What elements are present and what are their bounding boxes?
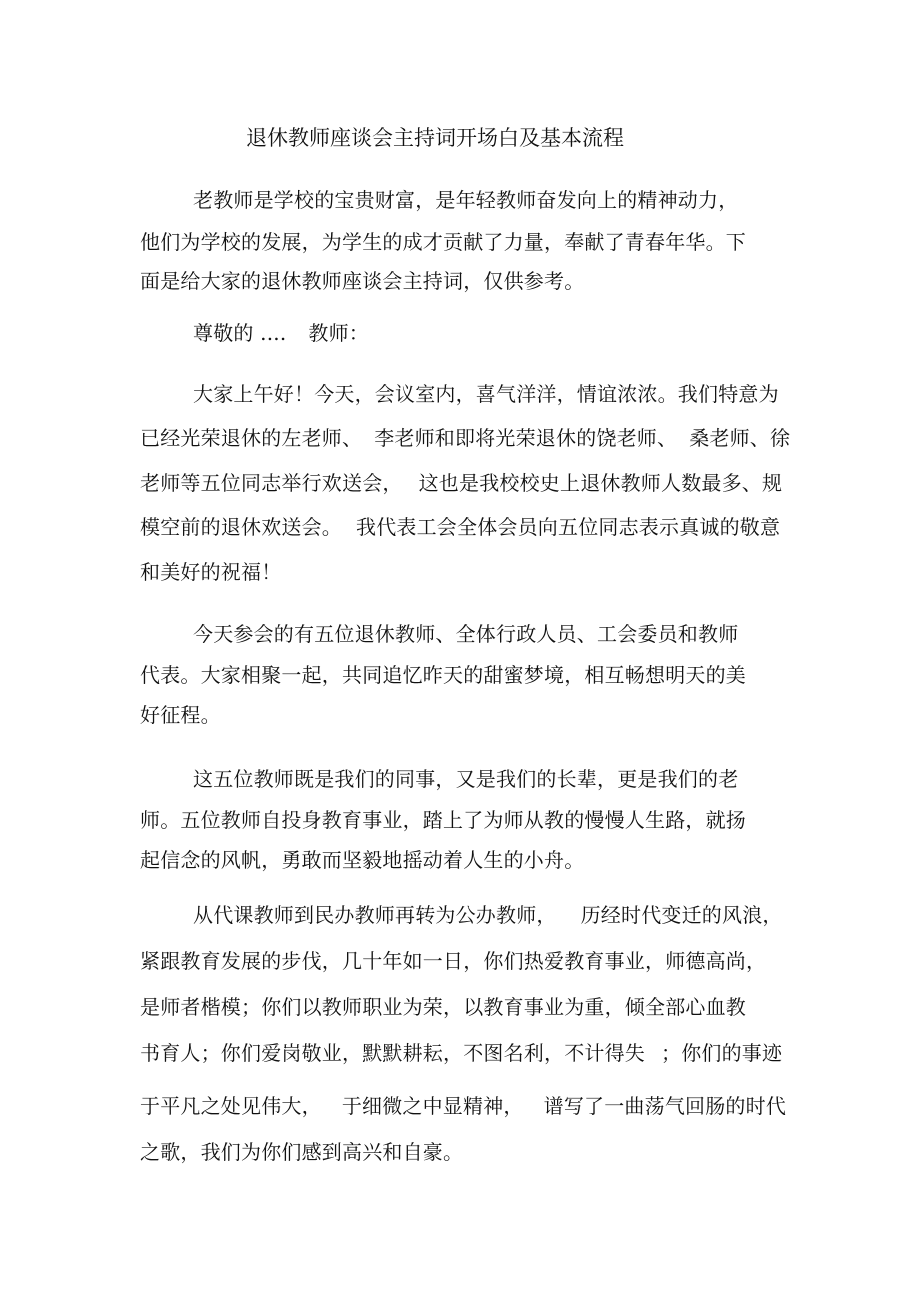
paragraph-1-line-3 [140, 470, 782, 496]
paragraph-1-line-5: 和美好的祝福！ [140, 560, 282, 584]
paragraph-2-line-3: 好征程。 [140, 703, 221, 727]
paragraph-4-line-5c: 谱写了一曲荡气回肠的时代 [543, 1094, 787, 1118]
paragraph-3-line-1: 这五位教师既是我们的同事，又是我们的长辈，更是我们的老 [193, 767, 739, 791]
paragraph-4-line-4b: ；你们的事迹 [661, 1041, 783, 1065]
paragraph-1-line-3a: 老师等五位同志举行欢送会， [140, 471, 403, 495]
paragraph-4-line-5b: 于细微之中显精神， [341, 1094, 524, 1118]
paragraph-4-line-3: 是师者楷模；你们以教师职业为荣，以教育事业为重，倾全部心血教 [140, 995, 746, 1019]
paragraph-1-line-1: 大家上午好！今天，会议室内，喜气洋洋，情谊浓浓。我们特意为 [193, 382, 779, 406]
salutation [193, 320, 369, 346]
paragraph-3-line-2: 师。五位教师自投身教育事业，踏上了为师从教的慢慢人生路，就扬 [140, 808, 746, 832]
paragraph-1-line-2 [140, 425, 790, 451]
paragraph-4-line-4a: 书育人；你们爱岗敬业，默默耕耘，不图名利，不计得失 [140, 1041, 645, 1065]
paragraph-4-line-1 [193, 902, 783, 928]
paragraph-1-line-4a: 模空前的退休欢送会。 [140, 515, 342, 539]
paragraph-1-line-2a: 已经光荣退休的左老师、 [140, 426, 363, 450]
paragraph-4-line-5 [140, 1093, 786, 1119]
paragraph-2-line-1: 今天参会的有五位退休教师、全体行政人员、工会委员和教师 [193, 622, 739, 646]
document-title: 退休教师座谈会主持词开场白及基本流程 [246, 126, 624, 150]
paragraph-3-line-3: 起信念的风帆，勇敢而坚毅地摇动着人生的小舟。 [140, 848, 585, 872]
paragraph-4-line-1a: 从代课教师到民办教师再转为公办教师， [193, 903, 557, 927]
paragraph-4-line-5a: 于平凡之处见伟大， [140, 1094, 322, 1118]
salutation-suffix: 教师： [308, 321, 369, 345]
salutation-prefix: 尊敬的 .... [193, 321, 287, 345]
paragraph-1-line-4 [140, 514, 780, 540]
paragraph-2-line-2: 代表。大家相聚一起，共同追忆昨天的甜蜜梦境，相互畅想明天的美 [140, 663, 746, 687]
paragraph-1-line-4b: 我代表工会全体会员向五位同志表示真诚的敬意 [356, 515, 781, 539]
paragraph-1-line-2b: 李老师和即将光荣退休的饶老师、 [374, 426, 678, 450]
paragraph-4-line-1b: 历经时代变迁的风浪， [580, 903, 783, 927]
intro-line-1: 老教师是学校的宝贵财富，是年轻教师奋发向上的精神动力， [193, 188, 739, 212]
paragraph-1-line-3b: 这也是我校校史上退休教师人数最多、规 [418, 471, 783, 495]
paragraph-4-line-2: 紧跟教育发展的步伐，几十年如一日，你们热爱教育事业，师德高尚， [140, 949, 767, 973]
paragraph-1-line-2c: 桑老师、徐 [689, 426, 791, 450]
intro-line-2: 他们为学校的发展，为学生的成才贡献了力量，奉献了青春年华。下 [140, 230, 746, 254]
paragraph-4-line-6: 之歌，我们为你们感到高兴和自豪。 [140, 1140, 464, 1164]
intro-line-3: 面是给大家的退休教师座谈会主持词，仅供参考。 [140, 269, 585, 293]
paragraph-4-line-4 [140, 1040, 782, 1066]
